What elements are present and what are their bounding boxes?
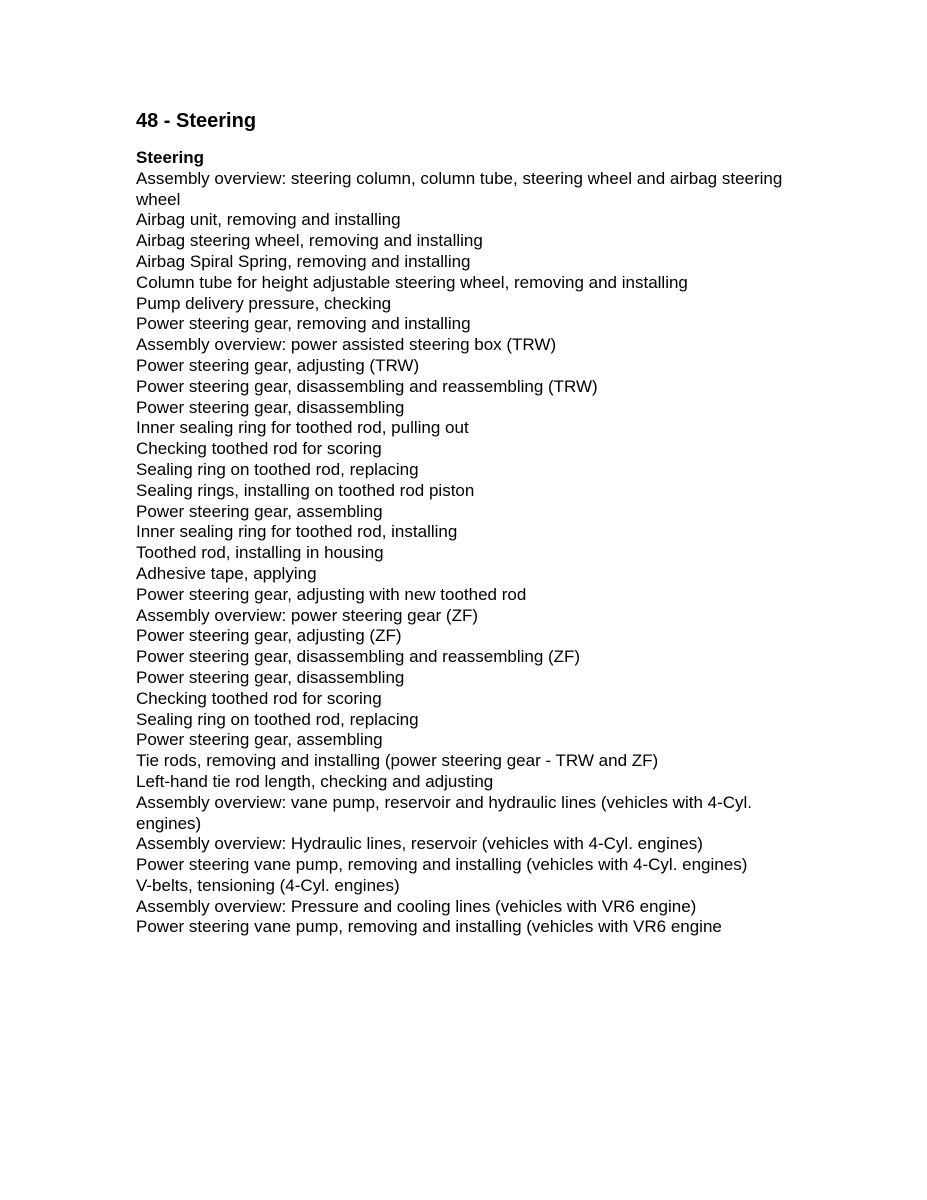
toc-item: Left-hand tie rod length, checking and adjusting	[136, 771, 494, 791]
toc-item: Assembly overview: power assisted steering box (TRW)	[136, 335, 557, 355]
toc-item: Power steering gear, adjusting (ZF)	[136, 626, 402, 646]
toc-item: Tie rods, removing and installing (power steering gear - TRW and ZF)	[136, 751, 659, 771]
toc-item: Power steering gear, adjusting (TRW)	[136, 355, 420, 375]
toc-item: Assembly overview: Pressure and cooling lines (vehicles with VR6 engine)	[136, 896, 697, 916]
toc-item: Checking toothed rod for scoring	[136, 688, 382, 708]
toc-item: Power steering gear, removing and installing	[136, 314, 471, 334]
toc-item: Assembly overview: vane pump, reservoir and hydraulic lines (vehicles with 4-Cyl. engines)	[136, 792, 753, 833]
toc-item: Adhesive tape, applying	[136, 563, 317, 583]
toc-list	[136, 169, 816, 938]
toc-item: Power steering vane pump, removing and installing (vehicles with 4-Cyl. engines)	[136, 855, 748, 875]
toc-item: Toothed rod, installing in housing	[136, 543, 384, 563]
toc-item: Power steering gear, disassembling and reassembling (TRW)	[136, 376, 598, 396]
page-title: 48 - Steering	[136, 110, 257, 132]
toc-item: Column tube for height adjustable steering wheel, removing and installing	[136, 272, 688, 292]
document-page	[136, 108, 816, 938]
toc-item: V-belts, tensioning (4-Cyl. engines)	[136, 875, 400, 895]
toc-item: Assembly overview: steering column, column tube, steering wheel and airbag steering wheel	[136, 168, 783, 209]
toc-item: Sealing ring on toothed rod, replacing	[136, 709, 419, 729]
toc-item: Checking toothed rod for scoring	[136, 439, 382, 459]
toc-item: Airbag Spiral Spring, removing and installing	[136, 251, 471, 271]
toc-item: Power steering gear, assembling	[136, 730, 383, 750]
toc-item: Pump delivery pressure, checking	[136, 293, 392, 313]
toc-item: Inner sealing ring for toothed rod, installing	[136, 522, 458, 542]
toc-item: Power steering gear, adjusting with new toothed rod	[136, 584, 527, 604]
toc-item: Assembly overview: Hydraulic lines, reservoir (vehicles with 4-Cyl. engines)	[136, 834, 703, 854]
toc-item: Sealing rings, installing on toothed rod piston	[136, 480, 475, 500]
toc-item: Airbag unit, removing and installing	[136, 210, 401, 230]
section-heading: Steering	[136, 148, 205, 167]
toc-item: Airbag steering wheel, removing and installing	[136, 231, 483, 251]
toc-item: Sealing ring on toothed rod, replacing	[136, 459, 419, 479]
toc-item: Assembly overview: power steering gear (ZF)	[136, 605, 479, 625]
toc-item: Power steering gear, disassembling and reassembling (ZF)	[136, 647, 581, 667]
toc-item: Power steering gear, disassembling	[136, 397, 405, 417]
toc-item: Power steering gear, assembling	[136, 501, 383, 521]
toc-item: Power steering vane pump, removing and installing (vehicles with VR6 engine	[136, 917, 722, 937]
toc-item: Power steering gear, disassembling	[136, 667, 405, 687]
toc-item: Inner sealing ring for toothed rod, pulling out	[136, 418, 469, 438]
